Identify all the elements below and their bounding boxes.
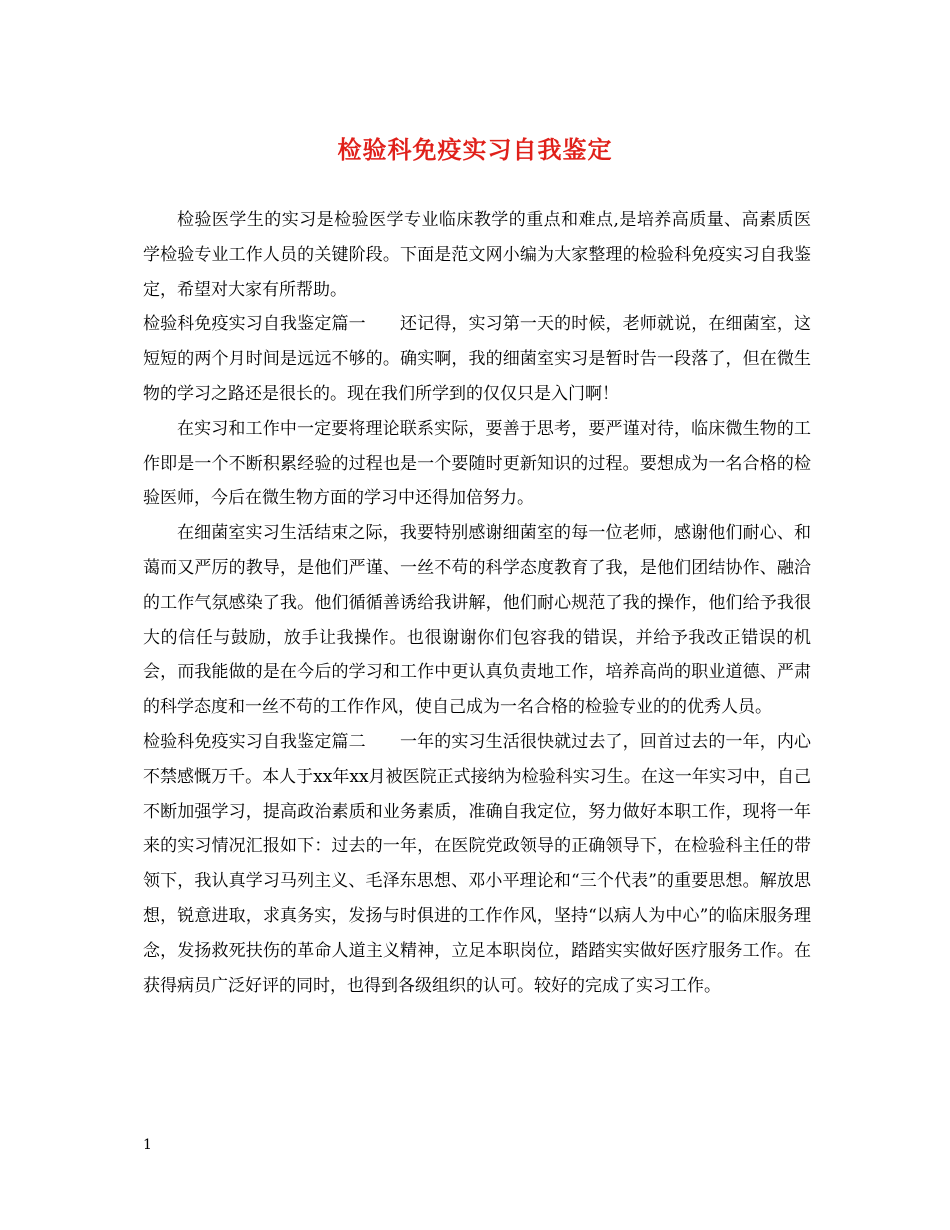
section-two-paragraph: 检验科免疫实习自我鉴定篇二 一年的实习生活很快就过去了，回首过去的一年，内心不禁感慨万千。本人于xx年xx月被医院正式接纳为检验科实习生。在这一年实习中，自己不断加强学习，提高政治素质和业务素质，准确自我定位，努力做好本职工作，现将一年来的实习情况汇报如下：过去的一年，在医院党政领导的正确领导下，在检验科主任的带领下，我认真学习马列主义、毛泽东思想、邓小平理论和“三个代表”的重要思想。解放思想，锐意进取，求真务实，发扬与时俱进的工作作风，坚持“以病人为中心”的临床服务理念，发扬救死扶伤的革命人道主义精神，立足本职岗位，踏踏实实做好医疗服务工作。在获得病员广泛好评的同时，也得到各级组织的认可。较好的完成了实习工作。: [143, 731, 811, 996]
body-paragraph: 在实习和工作中一定要将理论联系实际，要善于思考，要严谨对待，临床微生物的工作即是一个不断积累经验的过程也是一个要随时更新知识的过程。要想成为一名合格的检验医师，今后在微生物方面的学习中还得加倍努力。: [143, 418, 811, 509]
document-body: [143, 203, 811, 1003]
section-one-paragraph: 检验科免疫实习自我鉴定篇一 还记得，实习第一天的时候，老师就说，在细菌室，这短短的两个月时间是远远不够的。确实啊，我的细菌室实习是暂时告一段落了，但在微生物的学习之路还是很长的。现在我们所学到的仅仅只是入门啊！: [143, 314, 811, 404]
intro-paragraph: 检验医学生的实习是检验医学专业临床教学的重点和难点,是培养高质量、高素质医学检验专业工作人员的关键阶段。下面是范文网小编为大家整理的检验科免疫实习自我鉴定，希望对大家有所帮助。: [143, 210, 811, 300]
document-title: 检验科免疫实习自我鉴定: [337, 135, 613, 164]
page-number: 1: [143, 1137, 152, 1153]
body-paragraph: 在细菌室实习生活结束之际，我要特别感谢细菌室的每一位老师，感谢他们耐心、和蔼而又严厉的教导，是他们严谨、一丝不苟的科学态度教育了我，是他们团结协作、融洽的工作气氛感染了我。他们循循善诱给我讲解，他们耐心规范了我的操作，他们给予我很大的信任与鼓励，放手让我操作。也很谢谢你们包容我的错误，并给予我改正错误的机会，而我能做的是在今后的学习和工作中更认真负责地工作，培养高尚的职业道德、严肃的科学态度和一丝不苟的工作作风，使自己成为一名合格的检验专业的的优秀人员。: [143, 523, 811, 718]
